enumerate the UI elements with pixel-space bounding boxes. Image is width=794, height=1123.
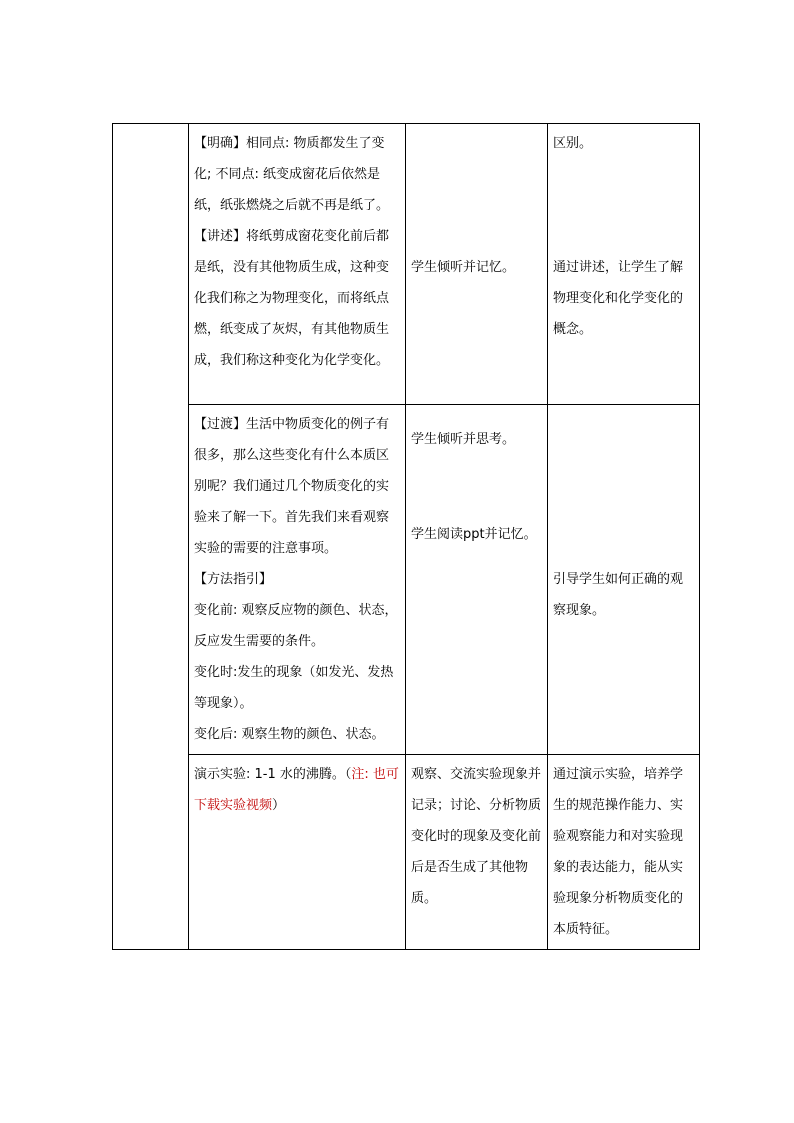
student-activity-cell	[406, 755, 548, 950]
design-intent-cell	[548, 405, 700, 755]
design-intent-text: 通过演示实验，培养学生的规范操作能力、实验观察能力和对实验现象的表达能力，能从实验现象分析物质变化的本质特征。	[553, 767, 684, 937]
teacher-activity-cell	[189, 405, 406, 755]
after-change-paragraph: 变化后: 观察生物的颜色、状态。	[194, 727, 385, 742]
stage-column-cell	[113, 124, 189, 950]
demo-experiment-text: 演示实验: 1-1 水的沸腾。（	[194, 767, 352, 782]
clarify-paragraph: 【明确】相同点: 物质都发生了变化; 不同点: 纸变成窗花后依然是纸，纸张燃烧之后就不再是纸了。	[194, 136, 390, 213]
demo-experiment-paragraph	[194, 759, 400, 821]
teacher-activity-cell	[189, 755, 406, 950]
design-intent-cell	[548, 124, 700, 405]
lesson-table	[112, 123, 700, 950]
demo-experiment-close: ）	[272, 798, 286, 813]
student-activity-text: 学生倾听并思考。	[411, 432, 516, 447]
before-change-paragraph: 变化前: 观察反应物的颜色、状态，反应发生需要的条件。	[194, 603, 398, 649]
student-activity-text: 观察、交流实验现象并记录；讨论、分析物质变化时的现象及变化前后是否生成了其他物质。	[411, 767, 542, 906]
table-row	[113, 755, 700, 950]
demo-experiment-note: 注: 也可下载实验视频	[194, 767, 399, 813]
table-row	[113, 124, 700, 405]
student-activity-text: 学生阅读ppt并记忆。	[411, 527, 537, 542]
method-guide-heading: 【方法指引】	[194, 572, 273, 587]
transition-paragraph: 【过渡】生活中物质变化的例子有很多，那么这些变化有什么本质区别呢？我们通过几个物质变化的实验来了解一下。首先我们来看观察实验的需要的注意事项。	[194, 417, 390, 556]
teacher-activity-cell	[189, 124, 406, 405]
design-intent-top-text: 区别。	[553, 136, 593, 151]
design-intent-cell	[548, 755, 700, 950]
during-change-paragraph: 变化时:发生的现象（如发光、发热等现象）。	[194, 665, 394, 711]
design-intent-text: 引导学生如何正确的观察现象。	[553, 572, 684, 618]
student-activity-cell	[406, 124, 548, 405]
student-activity-cell	[406, 405, 548, 755]
table-row	[113, 405, 700, 755]
lecture-paragraph: 【讲述】将纸剪成窗花变化前后都是纸，没有其他物质生成，这种变化我们称之为物理变化，而将纸点燃，纸变成了灰烬，有其他物质生成，我们称这种变化为化学变化。	[194, 229, 390, 368]
design-intent-text: 通过讲述，让学生了解物理变化和化学变化的概念。	[553, 260, 684, 337]
student-activity-text: 学生倾听并记忆。	[411, 260, 516, 275]
